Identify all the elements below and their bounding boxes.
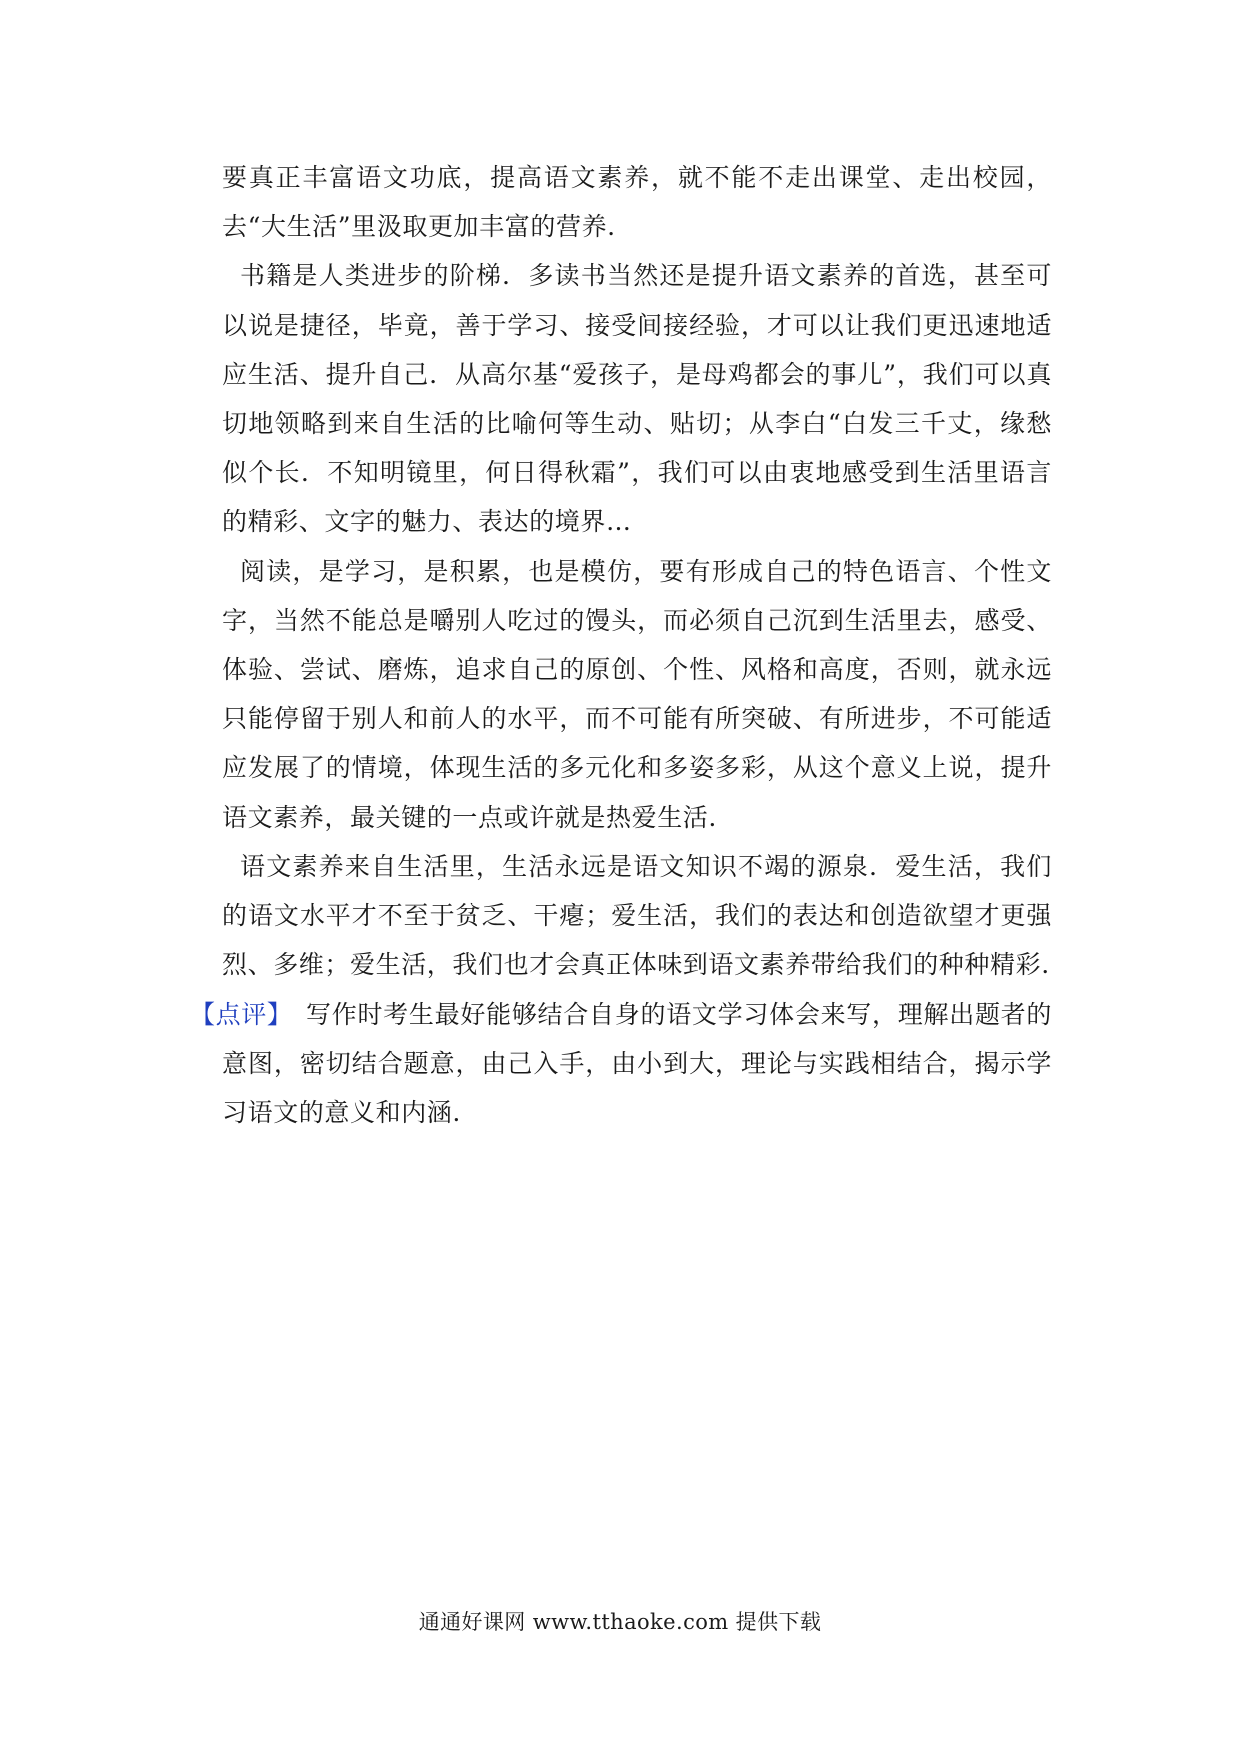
- review-section: [190, 990, 1052, 1138]
- page-footer: 通通好课网 www.tthaoke.com 提供下载: [418, 1610, 822, 1634]
- review-text: 写作时考生最好能够结合自身的语文学习体会来写，理解出题者的意图，密切结合题意，由己入手，由小到大，理论与实践相结合，揭示学习语文的意义和内涵.: [222, 1000, 1052, 1128]
- essay-paragraph-2: 书籍是人类进步的阶梯．多读书当然还是提升语文素养的首选，甚至可以说是捷径，毕竟，善于学习、接受间接经验，才可以让我们更迅速地适应生活、提升自己．从高尔基“爱孩子，是母鸡都会的事儿”，我们可以真切地领略到来自生活的比喻何等生动、贴切；从李白“白发三千丈，缘愁似个长．不知明镜里，何日得秋霜”，我们可以由衷地感受到生活里语言的精彩、文字的魅力、表达的境界…: [222, 261, 1052, 537]
- essay-body: [222, 153, 1052, 989]
- review-text-wrapper: [190, 990, 1052, 1138]
- essay-paragraph-4: 语文素养来自生活里，生活永远是语文知识不竭的源泉．爱生活，我们的语文水平才不至于贫乏、干瘪；爱生活，我们的表达和创造欲望才更强烈、多维；爱生活，我们也才会真正体味到语文素养带给我们的种种精彩.: [222, 851, 1052, 980]
- essay-paragraph-1: 要真正丰富语文功底，提高语文素养，就不能不走出课堂、走出校园，去“大生活”里汲取更加丰富的营养.: [222, 163, 1052, 242]
- essay-paragraph-3: 阅读，是学习，是积累，也是模仿，要有形成自己的特色语言、个性文字，当然不能总是嚼别人吃过的馒头，而必须自己沉到生活里去，感受、体验、尝试、磨炼，追求自己的原创、个性、风格和高度，否则，就永远只能停留于别人和前人的水平，而不可能有所突破、有所进步，不可能适应发展了的情境，体现生活的多元化和多姿多彩，从这个意义上说，提升语文素养，最关键的一点或许就是热爱生活.: [222, 556, 1052, 832]
- review-label: 【点评】: [190, 1000, 293, 1029]
